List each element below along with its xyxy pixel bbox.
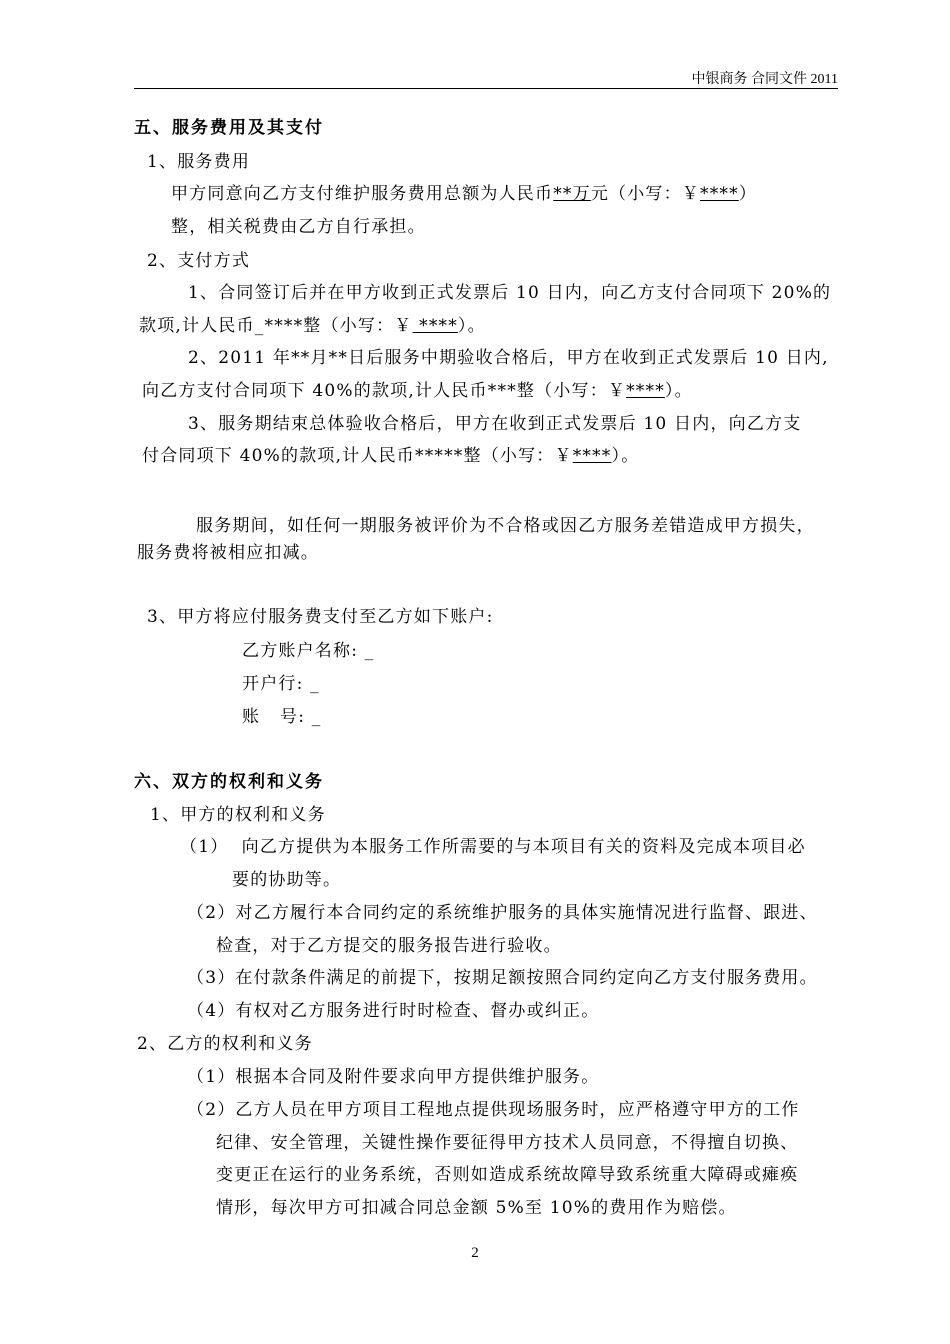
party-b-item-2-line-1: （2）乙方人员在甲方项目工程地点提供现场服务时，应严格遵守甲方的工作 bbox=[187, 1100, 800, 1120]
party-a-item-2-line-1: （2）对乙方履行本合同约定的系统维护服务的具体实施情况进行监督、跟进、 bbox=[187, 903, 818, 923]
section-5-sub-2: 2、支付方式 bbox=[147, 251, 251, 271]
payment-3-small-amount: **** bbox=[572, 446, 612, 466]
payment-1-text-b: ）。 bbox=[457, 316, 486, 336]
payment-2-line-1: 2、2011 年**月**日后服务中期验收合格后，甲方在收到正式发票后 10 日内, bbox=[188, 348, 829, 368]
payment-1-text-a: 款项,计人民币_****整（小写：￥ bbox=[139, 316, 413, 336]
fee-text-c: ） bbox=[738, 184, 758, 204]
payment-1-line-2 bbox=[139, 315, 486, 337]
account-bank: 开户行: _ bbox=[242, 674, 320, 694]
fee-paragraph-line-2: 整，相关税费由乙方自行承担。 bbox=[171, 217, 426, 237]
section-6-sub-1: 1、甲方的权利和义务 bbox=[150, 805, 326, 825]
payment-1-small-amount: **** bbox=[412, 316, 458, 336]
account-name: 乙方账户名称: _ bbox=[242, 641, 375, 661]
fee-text-b: 元（小写：￥ bbox=[590, 184, 701, 204]
fee-amount: **万 bbox=[553, 184, 591, 204]
payment-2-text-b: ）。 bbox=[664, 381, 693, 401]
page-header: 中银商务 合同文件 2011 bbox=[691, 72, 838, 87]
party-b-item-2-line-2: 纪律、安全管理，关键性操作要征得甲方技术人员同意，不得擅自切换、 bbox=[216, 1133, 799, 1153]
party-a-item-3: （3）在付款条件满足的前提下，按期足额按照合同约定向乙方支付服务费用。 bbox=[187, 968, 818, 988]
payment-2-small-amount: **** bbox=[626, 381, 665, 401]
section-6-sub-2: 2、乙方的权利和义务 bbox=[137, 1034, 313, 1054]
header-rule bbox=[134, 88, 838, 89]
party-a-item-1-line-2: 要的协助等。 bbox=[232, 870, 342, 890]
party-b-item-2-line-3: 变更正在运行的业务系统，否则如造成系统故障导致系统重大障碍或瘫痪 bbox=[216, 1165, 799, 1185]
fee-paragraph-line-1 bbox=[171, 183, 757, 205]
fee-text-a: 甲方同意向乙方支付维护服务费用总额为人民币 bbox=[171, 184, 554, 204]
account-number: 账 号: _ bbox=[242, 707, 322, 727]
fee-small-amount: **** bbox=[700, 184, 739, 204]
payment-3-text-a: 付合同项下 40%的款项,计人民币*****整（小写：￥ bbox=[142, 446, 573, 466]
party-a-item-4: （4）有权对乙方服务进行时时检查、督办或纠正。 bbox=[187, 1001, 600, 1021]
party-a-item-2-line-2: 检查，对于乙方提交的服务报告进行验收。 bbox=[216, 936, 562, 956]
payment-3-line-1: 3、服务期结束总体验收合格后，甲方在收到正式发票后 10 日内，向乙方支 bbox=[188, 414, 802, 434]
section-5-title: 五、服务费用及其支付 bbox=[134, 118, 324, 138]
deduction-line-1: 服务期间，如任何一期服务被评价为不合格或因乙方服务差错造成甲方损失， bbox=[196, 516, 815, 536]
page-number: 2 bbox=[471, 1245, 479, 1261]
payment-3-text-b: ）。 bbox=[611, 446, 640, 466]
deduction-line-2: 服务费将被相应扣减。 bbox=[137, 543, 319, 563]
payment-1-line-1: 1、合同签订后并在甲方收到正式发票后 10 日内，向乙方支付合同项下 20%的 bbox=[188, 283, 832, 303]
section-5-sub-3: 3、甲方将应付服务费支付至乙方如下账户: bbox=[147, 607, 494, 627]
party-a-item-1-line-1: （1） 向乙方提供为本服务工作所需要的与本项目有关的资料及完成本项目必 bbox=[180, 837, 806, 857]
party-b-item-1: （1）根据本合同及附件要求向甲方提供维护服务。 bbox=[187, 1067, 600, 1087]
payment-2-line-2 bbox=[142, 380, 693, 402]
party-b-item-2-line-4: 情形，每次甲方可扣减合同总金额 5%至 10%的费用作为赔偿。 bbox=[216, 1198, 737, 1218]
payment-3-line-2 bbox=[142, 445, 639, 467]
payment-2-text-a: 向乙方支付合同项下 40%的款项,计人民币***整（小写：￥ bbox=[142, 381, 627, 401]
section-5-sub-1: 1、服务费用 bbox=[147, 152, 251, 172]
section-6-title: 六、双方的权利和义务 bbox=[134, 772, 324, 792]
